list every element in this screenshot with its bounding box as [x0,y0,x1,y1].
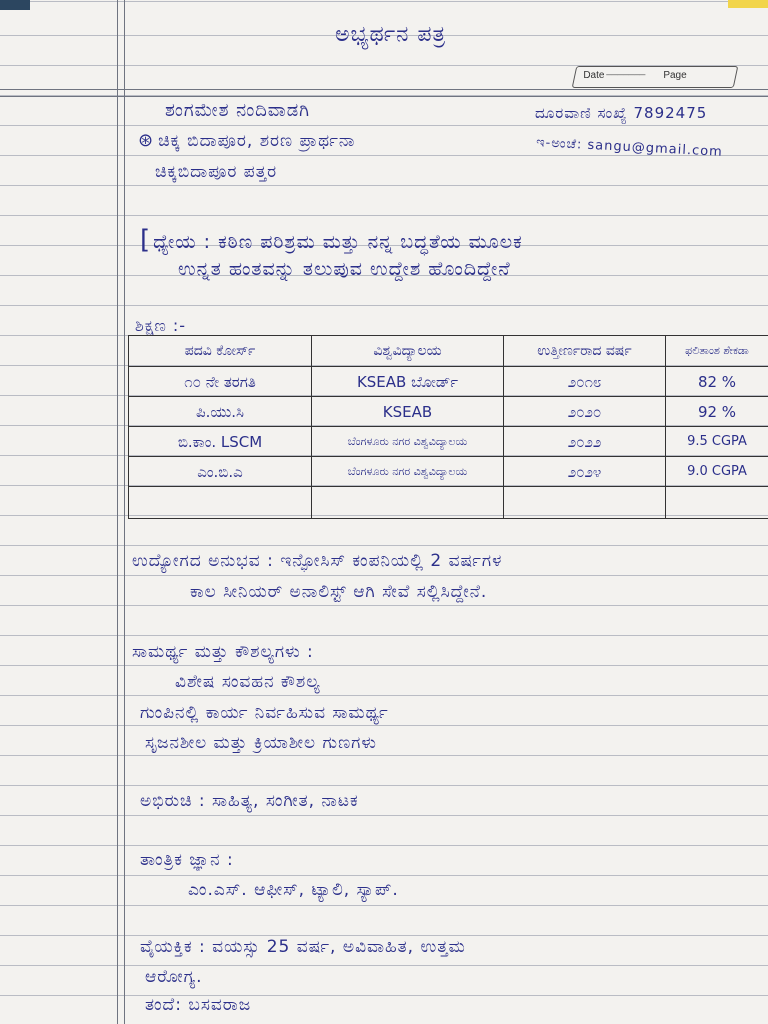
table-cell [129,487,312,519]
table-row [129,427,768,457]
background-edge [728,0,768,8]
column-header: ಉತ್ತೀರ್ಣರಾದ ವರ್ಷ [504,336,666,367]
applicant-name: ಶಂಗಮೇಶ ನಂದಿವಾಡಗಿ [165,100,311,121]
strike-mark: ⊛ [138,130,155,151]
skill-item: ಗುಂಪಿನಲ್ಲಿ ಕಾರ್ಯ ನಿರ್ವಹಿಸುವ ಸಾಮರ್ಥ್ಯ [140,703,389,723]
technical-heading: ತಾಂತ್ರಿಕ ಜ್ಞಾನ : [140,850,234,870]
table-cell: ಬೆಂಗಳೂರು ನಗರ ವಿಶ್ವವಿದ್ಯಾಲಯ [312,427,504,457]
table-cell: ೨೦೨೦ [504,397,666,427]
skills-heading: ಸಾಮರ್ಥ್ಯ ಮತ್ತು ಕೌಶಲ್ಯಗಳು : [132,642,314,662]
table-cell: KSEAB [312,397,504,427]
education-table [128,335,768,519]
phone-number: ದೂರವಾಣಿ ಸಂಖ್ಯೆ 7892475 [535,104,708,122]
skill-item: ಸೃಜನಶೀಲ ಮತ್ತು ಕ್ರಿಯಾಶೀಲ ಗುಣಗಳು [145,733,377,753]
table-cell [312,487,504,519]
district-line: ಚಿಕ್ಕಬಿದಾಪೂರ ಪತ್ತರ [155,162,278,182]
address-line [138,130,355,151]
technical-skills: ಎಂ.ಎಸ್. ಆಫೀಸ್, ಟ್ಯಾಲಿ, ಸ್ಯಾಪ್. [188,880,399,900]
table-cell: KSEAB ಬೋರ್ಡ್ [312,367,504,397]
table-cell: ಎಂ.ಬಿ.ಎ [129,457,312,487]
table-cell: ೧೦ ನೇ ತರಗತಿ [129,367,312,397]
address-text: ಚಿಕ್ಕ ಬಿದಾಪೂರ, ಶರಣ ಪ್ರಾರ್ಥನಾ [158,131,356,151]
table-cell: ೨೦೨೨ [504,427,666,457]
column-header: ಪದವಿ ಕೋರ್ಸ್ [129,336,312,367]
table-row [129,397,768,427]
table-cell: 9.5 CGPA [666,427,768,457]
table-header-row [129,336,768,367]
binding-edge [0,0,30,10]
table-row [129,367,768,397]
table-cell: ಬೆಂಗಳೂರು ನಗರ ವಿಶ್ವವಿದ್ಯಾಲಯ [312,457,504,487]
header-line [0,89,768,90]
objective-text-1: ಧ್ಯೇಯ : ಕಠಿಣ ಪರಿಶ್ರಮ ಮತ್ತು ನನ್ನ ಬದ್ಧತೆಯ ಮೂಲಕ [153,231,523,253]
skill-item: ವಿಶೇಷ ಸಂವಹನ ಕೌಶಲ್ಯ [175,672,321,692]
table-cell: 9.0 CGPA [666,457,768,487]
experience-line-2: ಕಾಲ ಸೀನಿಯರ್ ಅನಾಲಿಸ್ಟ್ ಆಗಿ ಸೇವೆ ಸಲ್ಲಿಸಿದ್ದೇನೆ. [190,582,488,602]
letter-title: ಅಭ್ಯರ್ಥನ ಪತ್ರ [335,22,447,47]
personal-line-1: ವೈಯಕ್ತಿಕ : ವಯಸ್ಸು 25 ವರ್ಷ, ಅವಿವಾಹಿತ, ಉತ್ತಮ [140,937,466,957]
email-address: ಇ-ಅಂಚೆ: sangu@gmail.com [535,135,724,160]
experience-line-1: ಉದ್ಯೋಗದ ಅನುಭವ : ಇನ್ಫೋಸಿಸ್ ಕಂಪನಿಯಲ್ಲಿ 2 ವರ್ಷಗಳ [132,551,503,571]
date-page-box [572,66,739,88]
table-cell: ಬಿ.ಕಾಂ. LSCM [129,427,312,457]
date-underline: _______ [606,65,646,76]
table-cell [666,487,768,519]
table-cell: ಪಿ.ಯು.ಸಿ [129,397,312,427]
table-cell: ೨೦೧೮ [504,367,666,397]
table-row [129,457,768,487]
column-header: ವಿಶ್ವವಿದ್ಯಾಲಯ [312,336,504,367]
table-cell [504,487,666,519]
personal-line-2: ಆರೋಗ್ಯ. [145,967,203,987]
date-label: Date [583,70,605,81]
table-cell: 92 % [666,397,768,427]
margin-line [117,0,118,1024]
margin-line [124,0,125,1024]
header-line [0,96,768,97]
father-name: ತಂದೆ: ಬಸವರಾಜ [145,995,252,1015]
objective-line-2: ಉನ್ನತ ಹಂತವನ್ನು ತಲುಪುವ ಉದ್ದೇಶ ಹೊಂದಿದ್ದೇನೆ [178,258,511,280]
table-cell: 82 % [666,367,768,397]
table-row-empty [129,487,768,519]
education-heading: ಶಿಕ್ಷಣ :- [135,316,187,335]
table-cell: ೨೦೨೪ [504,457,666,487]
column-header: ಫಲಿತಾಂಶ ಶೇಕಡಾ [666,336,768,367]
page-label: Page [663,70,687,81]
objective-line-1 [140,225,523,255]
bracket-mark: [ [140,225,152,255]
hobbies-line: ಅಭಿರುಚಿ : ಸಾಹಿತ್ಯ, ಸಂಗೀತ, ನಾಟಕ [140,791,359,811]
